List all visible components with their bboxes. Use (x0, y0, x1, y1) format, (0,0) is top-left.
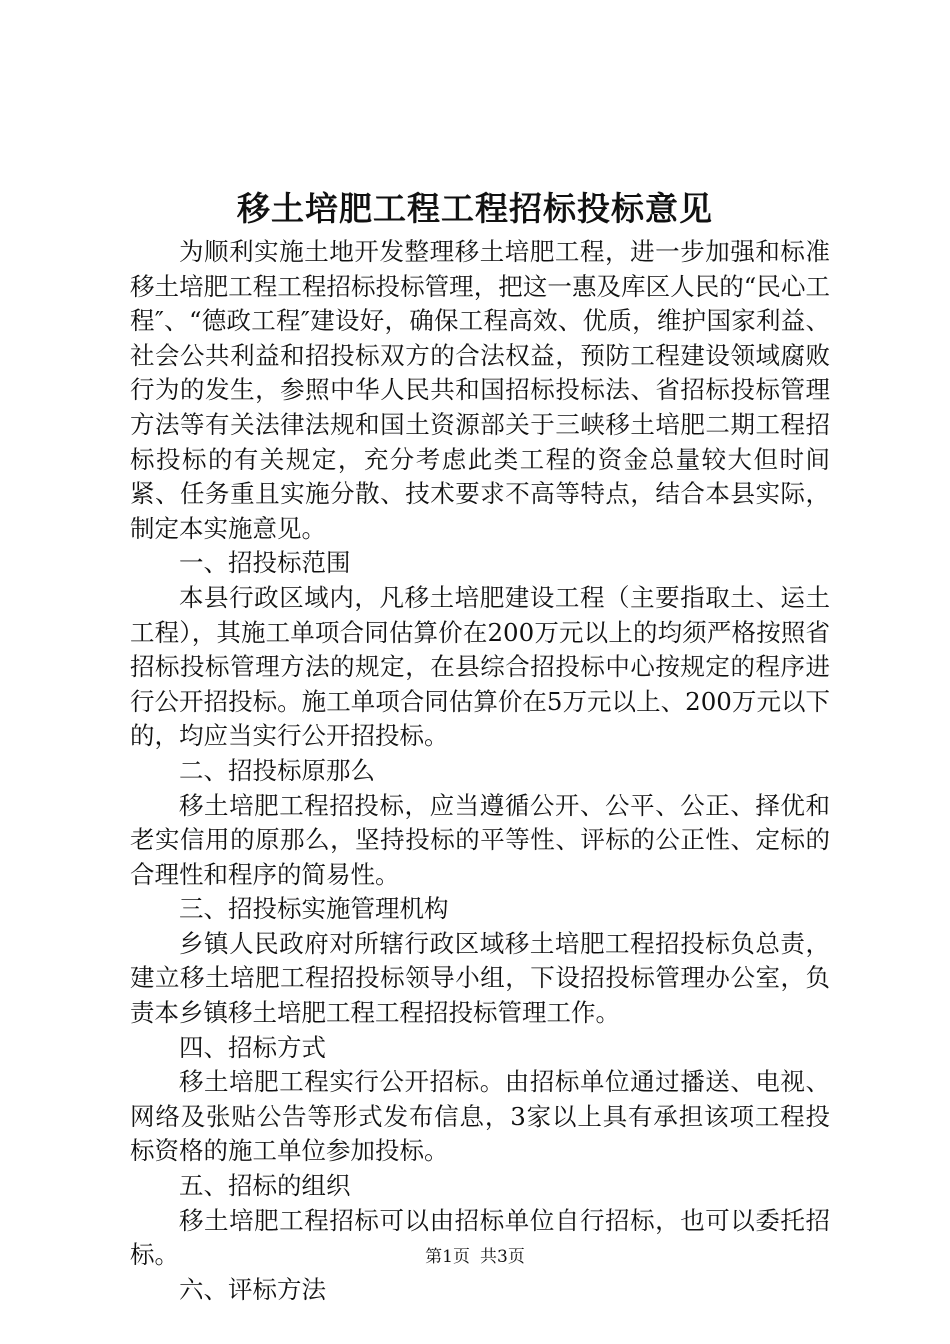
page-number: 第1页 (425, 1247, 470, 1267)
section-heading: 三、招投标实施管理机构 (179, 894, 449, 924)
body-paragraph: 本县行政区域内，凡移土培肥建设工程（主要指取土、运土工程），其施工单项合同估算价在200万元以上的均须严格按照省招标投标管理方法的规定，在县综合招投标中心按规定的程序进行公开招投标。施工单项合同估算价在5万元以上、200万元以下的，均应当实行公开招投标。 (130, 582, 830, 751)
body-paragraph: 乡镇人民政府对所辖行政区域移土培肥工程招投标负总责，建立移土培肥工程招投标领导小组，下设招投标管理办公室，负责本乡镇移土培肥工程工程招投标管理工作。 (130, 928, 830, 1028)
section-heading: 二、招投标原那么 (179, 755, 375, 785)
section-heading: 六、评标方法 (179, 1274, 326, 1304)
section-heading: 四、招标方式 (179, 1032, 326, 1062)
body-paragraph: 移土培肥工程招标可以由招标单位自行招标，也可以委托招标。 (130, 1205, 830, 1270)
body-paragraph: 移土培肥工程招投标，应当遵循公开、公平、公正、择优和老实信用的原那么，坚持投标的平等性、评标的公正性、定标的合理性和程序的简易性。 (130, 790, 830, 889)
page-footer (0, 1245, 950, 1269)
document-title: 移土培肥工程工程招标投标意见 (237, 189, 713, 228)
intro-paragraph: 为顺利实施土地开发整理移土培肥工程，进一步加强和标准移土培肥工程工程招标投标管理，把这一惠及库区人民的“民心工程″、“德政工程″建设好，确保工程高效、优质，维护国家利益、社会公共利益和招投标双方的合法权益，预防工程建设领域腐败行为的发生，参照中华人民共和国招标投标法、省招标投标管理方法等有关法律法规和国土资源部关于三峡移土培肥二期工程招标投标的有关规定，充分考虑此类工程的资金总量较大但时间紧、任务重且实施分散、技术要求不高等特点，结合本县实际，制定本实施意见。 (130, 237, 830, 543)
body-paragraph: 移土培肥工程实行公开招标。由招标单位通过播送、电视、网络及张贴公告等形式发布信息，3家以上具有承担该项工程投标资格的施工单位参加投标。 (130, 1067, 830, 1166)
section-heading: 五、招标的组织 (179, 1171, 351, 1201)
page-total: 共3页 (480, 1247, 525, 1267)
section-heading: 一、招投标范围 (179, 548, 351, 578)
document-body (130, 235, 830, 1307)
